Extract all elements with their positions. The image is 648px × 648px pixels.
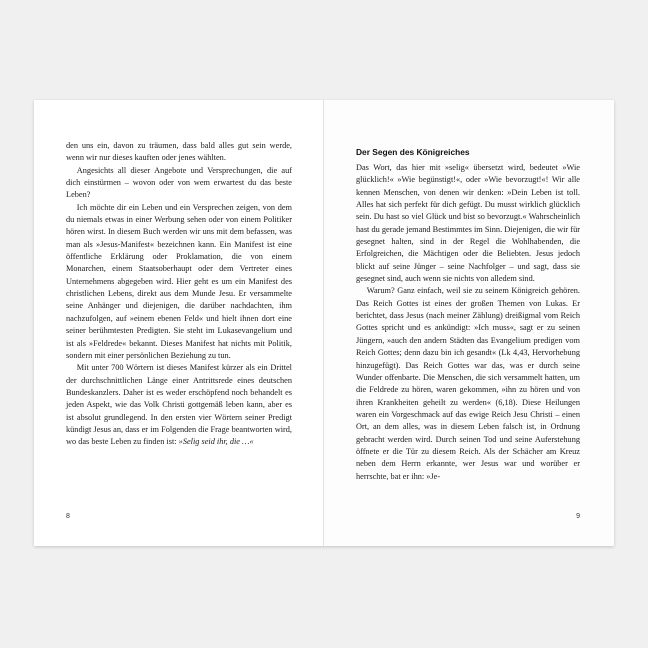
page-number-left: 8 <box>66 513 70 520</box>
left-page <box>34 100 324 546</box>
page-number-right: 9 <box>576 513 580 520</box>
book-spread <box>34 100 614 546</box>
left-paragraph-1: den uns ein, davon zu träumen, dass bald alles gut sein werde, wenn wir nur dieses kauften oder jenes wählten. <box>66 141 292 163</box>
left-page-body <box>66 140 292 449</box>
left-paragraph-2: Angesichts all dieser Angebote und Versprechungen, die auf dich einstürmen – wovon oder von wem erwartest du das beste Leben? <box>66 165 292 200</box>
section-heading: Der Segen des Königreiches <box>356 147 470 157</box>
right-page <box>324 100 614 546</box>
left-paragraph-4 <box>66 362 292 448</box>
right-page-body <box>356 162 580 483</box>
right-paragraph-2: Warum? Ganz einfach, weil sie zu seinem Königreich gehören. Das Reich Gottes ist eines der großen Themen von Lukas. Er berichtet, dass Jesus (nach meiner Zählung) dreißigmal vom Reich Gottes spricht und es ankündigt: »Ich muss«, sagt er zu seinen Jüngern, »auch den andern Städten das Evangelium predigen vom Reich Gottes; denn dazu bin ich gesandt« (Lk 4,43, Hervorhebung hinzugefügt). Das Reich Gottes war das, was er durch seine Wunder offenbarte. Die Menschen, die sich versammelt hatten, um die Feldrede zu hören, waren gekommen, »ihn zu hören und von ihren Krankheiten geheilt zu werden« (6,18). Diese Heilungen waren ein Vorgeschmack auf das ewige Reich Jesu Christi – einen Ort, an dem alles, was in diesem Leben falsch ist, in Ordnung gebracht werden wird. Durch seinen Tod und seine Auferstehung öffnete er die Tür zu diesem Reich. Als der Schächer am Kreuz neben dem Herrn erkannte, wer Jesus war und worüber er herrschte, bat er ihn: »Je- <box>356 286 580 481</box>
beatitude-quote: »Selig seid ihr, die …« <box>178 437 254 447</box>
left-paragraph-4-text: Mit unter 700 Wörtern ist dieses Manifest kürzer als ein Drittel der durchschnittlichen Länge einer Antrittsrede eines deutschen Bundeskanzlers. Daher ist es weder erschöpfend noch behandelt es jeden Aspekt, wie das Volk Christi gottgemäß leben kann, aber es ist absolut grundlegend. In den ersten vier Wörtern seiner Predigt kündigt Jesus an, dass er im Folgenden die Frage beantworten wird, wo das beste Leben zu finden ist: <box>66 363 292 447</box>
right-paragraph-1: Das Wort, das hier mit »selig« übersetzt wird, bedeutet »Wie glücklich!« »Wie begünstigt!«, oder »Wie bevorzugt!«! Wir alle kennen Menschen, von denen wir denken: »Dein Leben ist toll. Alles hat sich perfekt für dich gefügt. Du musst wirklich glücklich sein. Du hast so viel Glück und bist so bevorzugt.« Wahrscheinlich hast du gerade jemand Bestimmtes im Sinn. Diejenigen, die wir für gesegnet halten, sind in der Regel die Wohlhabenden, die Erfolgreichen, die Mächtigen oder die Beliebten. Jesus jedoch blickt auf seine Jünger – seine Nachfolger – und sagt, dass sie gesegnet sind, auch wenn sie nichts von alledem sind. <box>356 163 580 284</box>
left-paragraph-3: Ich möchte dir ein Leben und ein Versprechen zeigen, von dem du niemals etwas in einer Werbung sehen oder von einem Politiker hören wirst. In diesem Buch werden wir uns mit dem befassen, was man als »Jesus-Manifest« bezeichnen kann. Ein Manifest ist eine öffentliche Erklärung oder Proklamation, die von einem Monarchen, einem Staatsoberhaupt oder dem Vertreter eines Unternehmens abgegeben wird. Hier geht es um ein Manifest des christlichen Lebens, direkt aus dem Munde Jesu. Er versammelte seine Anhänger und diejenigen, die darüber nachdachten, ihm nachzufolgen, auf »einem ebenen Feld« und hielt ihnen dort eine seiner berühmtesten Predigten. Sie steht im Lukasevangelium und ist als »Feldrede« bekannt. Dieses Manifest hat nichts mit Politik, sondern mit einer persönlichen Beziehung zu tun. <box>66 202 292 360</box>
